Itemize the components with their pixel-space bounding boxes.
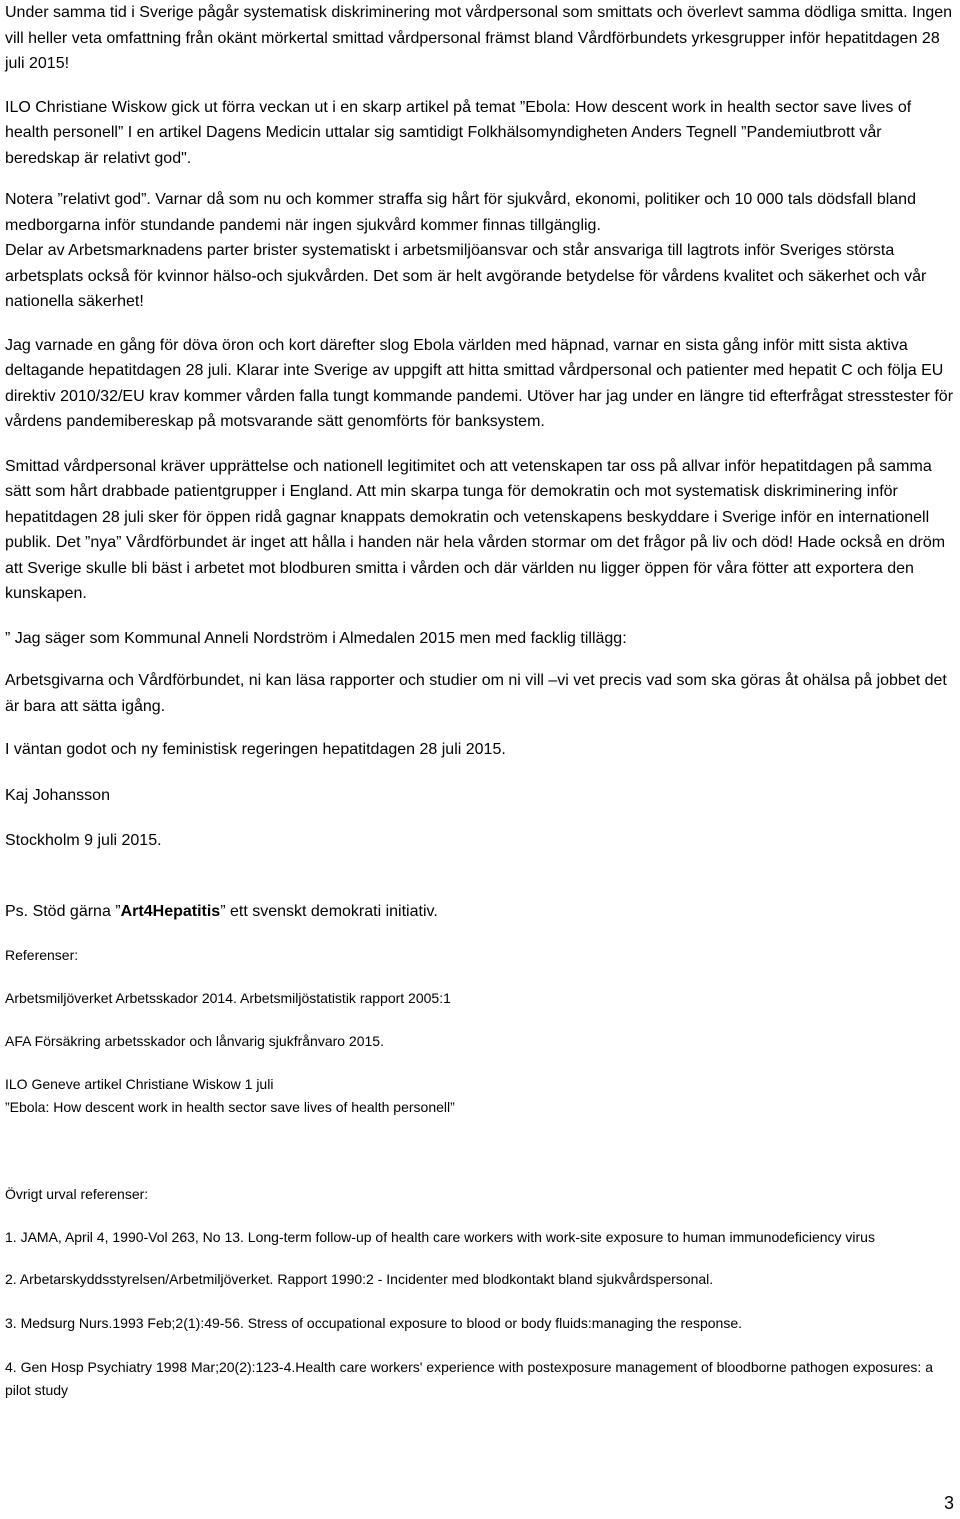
postscript-suffix: ” ett svenskt demokrati initiativ. [220, 903, 438, 920]
paragraph-kommunal-quote: ” Jag säger som Kommunal Anneli Nordström i Almedalen 2015 men med facklig tillägg: [5, 629, 627, 647]
paragraph-smittad-vardpersonal: Smittad vårdpersonal kräver upprättelse och nationell legitimitet och att vetenskapen tar oss på allvar inför hepatitdagen på samma sätt som hårt drabbade patientgrupper i England. Att min skarpa tunga för demokratin och mot systematisk diskriminering inför hepatitdagen 28 juli sker för öppen ridå gagnar knappats demokratin och vetenskapens beskyddare i Sverige inför en internationell publik. Det ”nya” Vårdförbundet är inget att hålla i handen när hela vården stormar om det frågor på liv och död! Hade också en dröm att Sverige skulle bli bäst i arbetet mot blodburen smitta i vården och där världen nu ligger öppen för våra fötter att exportera den kunskapen. [5, 457, 946, 602]
reference-jama: 1. JAMA, April 4, 1990-Vol 263, No 13. Long-term follow-up of health care workers with work-site exposure to human immunodeficiency virus [5, 1228, 875, 1245]
reference-medsurg-nurs: 3. Medsurg Nurs.1993 Feb;2(1):49-56. Stress of occupational exposure to blood or body fluids:managing the response. [5, 1314, 742, 1331]
paragraph-i-vantan: I väntan godot och ny feministisk regeringen hepatitdagen 28 juli 2015. [5, 741, 506, 758]
paragraph-ilo-article: ILO Christiane Wiskow gick ut förra veckan ut i en skarp artikel på temat ”Ebola: How descent work in health sector save lives of health personell” I en artikel Dagens Medicin uttalar sig samtidigt Folkhälsomyndigheten Anders Tegnell ”Pandemiutbrott vår beredskap är relativt god". [5, 98, 912, 167]
document-page [5, 0, 955, 1402]
reference-arbetsmiljoverket: Arbetsmiljöverket Arbetsskador 2014. Arbetsmiljöstatistik rapport 2005:1 [5, 989, 451, 1006]
reference-ilo-geneve: ILO Geneve artikel Christiane Wiskow 1 juli ”Ebola: How descent work in health sector save lives of health personell” [5, 1075, 455, 1115]
paragraph-ebola-warning: Jag varnade en gång för döva öron och kort därefter slog Ebola världen med häpnad, varnar en sista gång inför mitt sista aktiva deltagande hepatitdagen 28 juli. Klarar inte Sverige av uppgift att hitta smittad vårdpersonal och patienter med hepatit C och följa EU direktiv 2010/32/EU krav kommer vården falla tungt kommande pandemi. Utöver har jag under en längre tid efterfrågat stresstester för vårdens pandemibereskap på motsvarande sätt genomförts för banksystem. [5, 336, 954, 430]
postscript [5, 874, 955, 925]
page-number: 3 [943, 1493, 954, 1513]
other-references-heading: Övrigt urval referenser: [5, 1185, 149, 1202]
paragraph-discrimination: Under samma tid i Sverige pågår systematisk diskriminering mot vårdpersonal som smittats och överlevt samma dödliga smitta. Ingen vill heller veta omfattning från okänt mörkertal smittad vårdpersonal främst bland Vårdförbundets yrkesgrupper inför hepatitdagen 28 juli 2015! [5, 4, 953, 72]
paragraph-relativt-god: Notera ”relativt god”. Varnar då som nu och kommer straffa sig hårt för sjukvård, ekonomi, politiker och 10 000 tals dödsfall bland medborgarna inför stundande pandemi när ingen sjukvård kommer finnas tillgänglig. Delar av Arbetsmarknadens parter brister systematiskt i arbetsmiljöansvar och står ansvariga till lagtrots inför Sveriges största arbetsplats också för kvinnor hälso-och sjukvården. Det som är helt avgörande betydelse för vårdens kvalitet och säkerhet och vår nationella säkerhet! [5, 191, 927, 310]
references-heading: Referenser: [5, 946, 79, 963]
reference-arbetarskyddsstyrelsen: 2. Arbetarskyddsstyrelsen/Arbetmiljöverket. Rapport 1990:2 - Incidenter med blodkontakt bland sjukvårdspersonal. [5, 1270, 714, 1287]
signature-place-date: Stockholm 9 juli 2015. [5, 832, 162, 849]
reference-afa: AFA Försäkring arbetsskador och lånvarig sjukfrånvaro 2015. [5, 1032, 384, 1049]
reference-gen-hosp-psychiatry: 4. Gen Hosp Psychiatry 1998 Mar;20(2):123-4.Health care workers' experience with postexposure management of bloodborne pathogen exposures: a pilot study [5, 1358, 933, 1398]
paragraph-arbetsgivarna: Arbetsgivarna och Vårdförbundet, ni kan läsa rapporter och studier om ni vill –vi vet precis vad som ska göras åt ohälsa på jobbet det är bara att sätta igång. [5, 672, 947, 715]
postscript-campaign-name: Art4Hepatitis [120, 903, 221, 920]
signature-name: Kaj Johansson [5, 786, 110, 804]
postscript-prefix: Ps. Stöd gärna ” [5, 903, 121, 920]
